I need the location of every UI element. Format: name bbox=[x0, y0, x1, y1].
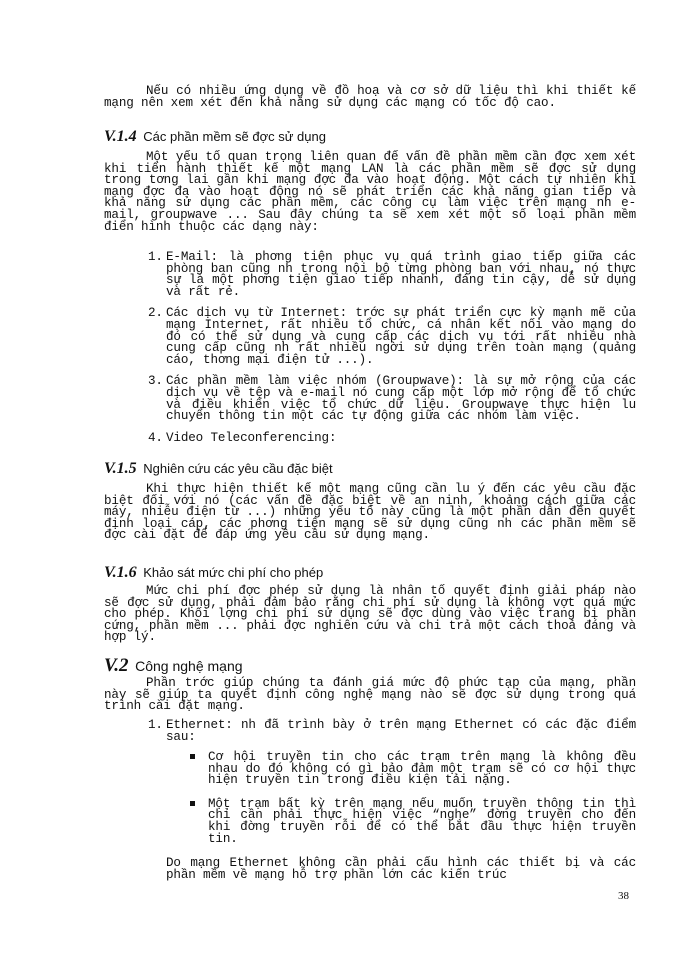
ethernet-features-list bbox=[188, 752, 636, 854]
bullet-square-icon bbox=[190, 754, 195, 759]
section-number: V.1.5 bbox=[104, 460, 137, 477]
bullet-item bbox=[188, 796, 636, 846]
closing-paragraph: Do mạng Ethernet không cần phải cấu hình các thiết bị và các phần mềm về mạng hỗ trợ phần lớn các kiến trúc bbox=[166, 856, 636, 882]
section-title: Các phần mềm sẽ đợc sử dụng bbox=[143, 129, 326, 144]
section-title: Nghiên cứu các yêu cầu đặc biệt bbox=[143, 461, 333, 476]
list-number: 1. bbox=[148, 250, 163, 264]
section-v14-paragraph: Một yếu tố quan trọng liên quan đế vấn đề phần mềm cần đợc xem xét khi tiến hành thiết kế một mạng LAN là các phần mềm sẽ đợc sử dụng trong tơng lai gần khi mạng đợc đa vào hoạt động. Một cách tự nhiên khi mạng đợc đa vào hoạt động nó sẽ phát triển các khả năng gian tiếp và khả năng sử dụng các phần mềm, các công cụ làm việc trên mạng nh e-mail, groupwave ... Sau đây chúng ta sẽ xem xét một số loại phần mềm điển hình thuộc các dạng này: bbox=[104, 150, 636, 234]
list-number: 1. bbox=[148, 718, 163, 732]
section-v15-paragraph: Khi thực hiện thiết kế một mạng cũng cần lu ý đến các yêu cầu đặc biệt đối với nó (các vấn đề đặc biệt về an ninh, khoảng cách giữa các máy, nhiễu điện từ ...) những yếu tố này cũng là một phần dẫn đến quyết định loại cáp, các phơng tiện mạng sẽ sử dụng cũng nh các phần mềm sẽ đợc cài đặt để đáp ứng yêu cầu sử dụng mạng. bbox=[104, 482, 636, 543]
software-list bbox=[148, 252, 636, 453]
section-heading-v2 bbox=[104, 655, 243, 677]
section-heading-v14 bbox=[104, 128, 326, 146]
section-v16-paragraph: Mức chi phí đợc phép sử dụng là nhân tố quyết định giải pháp nào sẽ đợc sử dụng, phải đảm bảo rằng chi phí sử dụng là không vợt quá mức cho phép. Khối lợng chi phí sử dụng sẽ đợc dùng vào việc trang bị phần cứng, phần mềm ... phải đợc nghiên cứu và chi trả một cách thoả đáng và hợp lý. bbox=[104, 584, 636, 645]
bullet-text: Một trạm bất kỳ trên mạng nếu muốn truyền thông tin thì chỉ cần phải thực hiện việc “nghe” đờng truyền cho đến khi đờng truyền rỗi để có thể bắt đầu thực hiện truyền tin. bbox=[208, 796, 636, 846]
list-item-text: E-Mail: là phơng tiện phục vụ quá trình giao tiếp giữa các phòng ban cũng nh trong nội bộ từng phòng ban với nhau, nó thực sự là một phơng tiện giao tiếp nhanh, đáng tin cậy, dễ sử dụng và rất rẻ. bbox=[166, 250, 636, 299]
list-item-text: Các dịch vụ từ Internet: trớc sự phát triển cực kỳ mạnh mẽ của mạng Internet, rất nhiều tổ chức, cá nhân kết nối vào mạng do đó có thể sử dụng và cung cấp các dịch vụ tới rất nhiều nhà cung cấp cũng nh rất nhiều ngời sử dụng trên toàn mạng (quảng cáo, thơng mại điện tử ...). bbox=[166, 306, 636, 367]
list-item bbox=[148, 430, 636, 445]
list-number: 2. bbox=[148, 306, 163, 321]
list-number: 3. bbox=[148, 374, 163, 389]
bullet-item bbox=[188, 752, 636, 787]
bullet-text: Cơ hội truyền tin cho các trạm trên mạng là không đều nhau do đó không có gì bảo đảm một trạm sẽ có cơ hội thực hiện truyền tin trong điều kiện tải nặng. bbox=[208, 750, 636, 788]
section-title: Khảo sát mức chi phí cho phép bbox=[143, 565, 324, 580]
list-item bbox=[148, 308, 636, 366]
section-v2-paragraph: Phần trớc giúp chúng ta đánh giá mức độ phức tạp của mạng, phần này sẽ giúp ta quyết định công nghệ mạng nào sẽ đợc sử dụng trong quá trình cài đặt mạng. bbox=[104, 676, 636, 714]
section-number: V.2 bbox=[104, 655, 129, 676]
technology-list bbox=[148, 720, 636, 752]
section-number: V.1.6 bbox=[104, 564, 137, 581]
bullet-square-icon bbox=[190, 801, 195, 806]
list-item-text: Ethernet: nh đã trình bày ở trên mạng Ethernet có các đặc điểm sau: bbox=[166, 718, 636, 744]
list-item bbox=[148, 252, 636, 298]
list-item-text: Video Teleconferencing: bbox=[166, 430, 337, 445]
page-number: 38 bbox=[618, 890, 629, 902]
list-item-text: Các phần mềm làm việc nhóm (Groupwave): là sự mở rộng của các dịch vụ về tệp và e-mail nó cung cấp một lớp mở rộng để tổ chức và điều khiển việc tổ chức dữ liệu. Groupwave thực hiện lu chuyển thông tin một các tự động giữa các nhóm làm việc. bbox=[166, 374, 636, 424]
list-item bbox=[148, 720, 636, 743]
section-title: Công nghệ mạng bbox=[135, 658, 243, 674]
section-heading-v15 bbox=[104, 460, 333, 478]
list-item bbox=[148, 376, 636, 422]
list-number: 4. bbox=[148, 430, 163, 445]
section-heading-v16 bbox=[104, 564, 323, 582]
intro-paragraph: Nếu có nhiều ứng dụng về đồ hoạ và cơ sở dữ liệu thì khi thiết kế mạng nên xem xét đến khả năng sử dụng các mạng có tốc độ cao. bbox=[104, 84, 636, 110]
section-number: V.1.4 bbox=[104, 128, 137, 145]
